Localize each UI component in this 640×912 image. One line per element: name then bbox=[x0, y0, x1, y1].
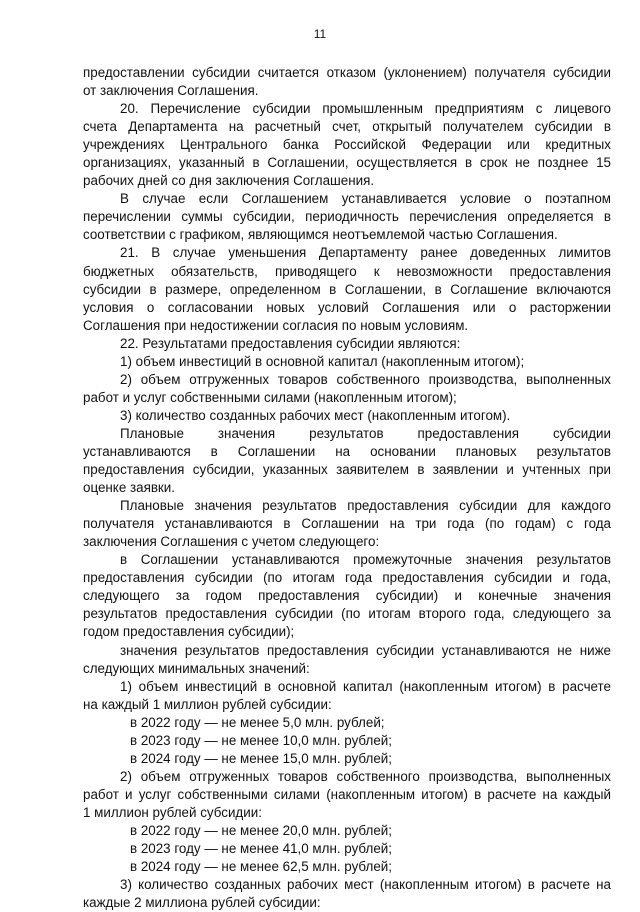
text-line: 1 миллион рублей субсидии: bbox=[83, 804, 262, 820]
text-line: Соглашения при недостижении согласия по новым условиям. bbox=[83, 317, 469, 333]
text-line: предоставления субсидии, указанных заявителем в заявлении и учтенных при bbox=[83, 462, 611, 478]
text-line: предоставления субсидии (по итогам года предоставления субсидии и года, bbox=[83, 570, 611, 586]
text-line: в Соглашении устанавливаются промежуточные значения результатов bbox=[120, 552, 611, 568]
text-line: значения результатов предоставления субсидии устанавливаются не ниже bbox=[120, 642, 611, 658]
document-body bbox=[83, 64, 611, 912]
text-line: учреждениях Центрального банка Российской Федерации или кредитных bbox=[83, 137, 611, 153]
text-line: организациях, указанный в Соглашении, осуществляется в срок не позднее 15 bbox=[83, 155, 611, 171]
text-line: 2) объем отгруженных товаров собственного производства, выполненных bbox=[120, 768, 611, 784]
text-line: следующего за годом предоставления субсидии) и конечные значения bbox=[83, 588, 611, 604]
text-line: в 2023 году — не менее 10,0 млн. рублей; bbox=[130, 732, 392, 748]
text-line: в 2024 году — не менее 62,5 млн. рублей; bbox=[130, 859, 392, 875]
text-line: предоставлении субсидии считается отказом (уклонением) получателя субсидии bbox=[83, 65, 611, 80]
text-line: в 2023 году — не менее 41,0 млн. рублей; bbox=[130, 841, 392, 857]
page-number: 11 bbox=[313, 27, 327, 41]
text-line: 3) количество созданных рабочих мест (накопленным итогом) в расчете на bbox=[120, 877, 611, 893]
text-line: В случае если Соглашением устанавливается условие о поэтапном bbox=[120, 191, 611, 207]
text-line: работ и услуг собственными силами (накопленным итогом); bbox=[83, 389, 457, 405]
text-line: получателя устанавливаются в Соглашении на три года (по годам) с года bbox=[83, 516, 611, 532]
text-line: перечислении суммы субсидии, периодичность перечисления определяется в bbox=[83, 209, 611, 225]
text-line: устанавливаются в Соглашении на основании плановых результатов bbox=[83, 443, 611, 459]
text-line: работ и услуг собственными силами (накопленным итогом) в расчете на каждый bbox=[83, 786, 611, 802]
text-line: условия о согласовании новых условий Соглашения или о расторжении bbox=[83, 299, 611, 315]
text-line: в 2022 году — не менее 20,0 млн. рублей; bbox=[130, 822, 392, 838]
text-line: соответствии с графиком, являющимся неотъемлемой частью Соглашения. bbox=[83, 227, 558, 243]
text-line: оценке заявки. bbox=[83, 480, 175, 496]
text-line: следующих минимальных значений: bbox=[83, 660, 310, 676]
text-line: бюджетных обязательств, приводящего к невозможности предоставления bbox=[83, 263, 611, 279]
text-line: результатов предоставления субсидии (по итогам второго года, следующего за bbox=[83, 606, 611, 622]
text-line: счета Департамента на расчетный счет, открытый получателем субсидии в bbox=[83, 119, 611, 135]
text-line: на каждый 1 миллион рублей субсидии: bbox=[83, 696, 332, 712]
text-line: 1) объем инвестиций в основной капитал (накопленным итогом); bbox=[120, 353, 525, 369]
text-line: заключения Соглашения с учетом следующего: bbox=[83, 534, 380, 550]
text-line: 1) объем инвестиций в основной капитал (накопленным итогом) в расчете bbox=[120, 678, 611, 694]
text-line: 2) объем отгруженных товаров собственного производства, выполненных bbox=[120, 371, 611, 387]
text-line: рабочих дней со дня заключения Соглашения. bbox=[83, 173, 375, 189]
text-line: 3) количество созданных рабочих мест (накопленным итогом). bbox=[120, 407, 511, 423]
text-line: в 2024 году — не менее 15,0 млн. рублей; bbox=[130, 750, 392, 766]
text-line: Плановые значения результатов предоставления субсидии bbox=[120, 425, 611, 441]
text-line: 22. Результатами предоставления субсидии являются: bbox=[120, 335, 461, 351]
text-line: годом предоставления субсидии); bbox=[83, 624, 295, 640]
text-line: 20. Перечисление субсидии промышленным предприятиям с лицевого bbox=[120, 101, 611, 117]
text-line: от заключения Соглашения. bbox=[83, 83, 259, 99]
text-line: 21. В случае уменьшения Департаменту ранее доведенных лимитов bbox=[120, 245, 611, 261]
text-line: каждые 2 миллиона рублей субсидии: bbox=[83, 895, 321, 911]
text-line: субсидии в размере, определенном в Соглашении, в Соглашение включаются bbox=[83, 281, 611, 297]
text-line: Плановые значения результатов предоставления субсидии для каждого bbox=[120, 498, 611, 514]
text-line: в 2022 году — не менее 5,0 млн. рублей; bbox=[130, 714, 385, 730]
